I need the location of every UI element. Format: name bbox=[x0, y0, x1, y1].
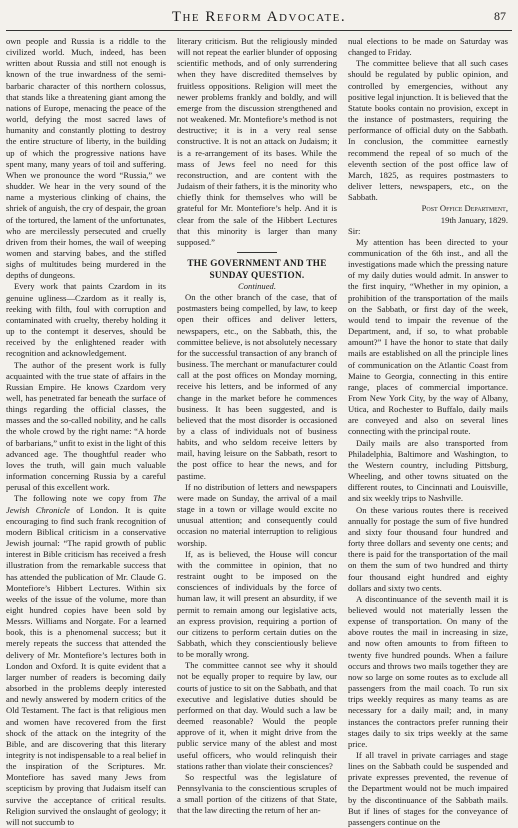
paragraph: literary criticism. But the religiously minded will not repeat the earlier blunder of opposing scientific methods, and of only surrendering when they have discredited themselves by fruitless oppositions. Religion will meet the newer problems frankly and boldly, and will emerge from the discussion strengthened and not weakened. Mr. Montefiore’s method is not destructive; it is in a very real sense constructive. It is not an attack on Judaism; it is a re-arrangement of its bases. While the mass of Jews feel no need for this reconstruction, and are content with the Judaism of their fathers, it is the minority who chiefly think for themselves who will be grateful for Mr. Montefiore’s help. And it is clear from the sale of the Hibbert Lectures that this minority is larger than many supposed.” bbox=[177, 36, 337, 247]
source-title: The Jewish Chronicle bbox=[6, 493, 166, 515]
paragraph: own people and Russia is a riddle to the civilized world. Much, indeed, has been written about Russia and still not enough is known of the true inwardness of the semi-barbaric character of this northern colossus, that stands like a threatening giant among the nations of Europe, menacing the peace of the world, defying the most sacred laws of humanity and constantly plotting to destroy the entire structure of liberty, in the building up of which the progressive nations have spent many, many years of toil and suffering. When we pronounce the word “Russia,” we shudder. We hear in the very sound of the name a mysterious clinking of chains, the shriek of anguish, the cry of despair, the groan of the tortured, the lament of the unfortunates, who are mercilessly persecuted and cruelly driven from their homes, the wail of weeping women and starving babes, and the stifled sighs of multitudes being murdered in the depths of dungeons. bbox=[6, 36, 166, 281]
continued-label: Continued. bbox=[238, 280, 276, 291]
paragraph: On the other branch of the case, that of postmasters being compelled, by law, to keep open their offices and deliver letters, newspapers, etc., on the Sabbath, this, the committee believe, is not absolutely necessary for the successful transaction of any branch of business. The merchant or manufacturer could call at the post offices on Monday morning, receive his letters, and be informed of any change in the market before he commences business. It has been suggested, and is believed that the most disorder is occasioned by a class of individuals not of business habits, and who seldom receive letters by mail, having leisure on the Sabbath, resort to the post office to hear the news, and for pastime. bbox=[177, 292, 337, 481]
divider bbox=[237, 252, 277, 253]
paragraph: Every work that paints Czardom in its genuine ugliness—Czardom as it really is, reeking with filth, foul with corruption and contaminated with cruelty, thereby holding it up to the contempt it deserves, should be received by the enlightened reader with recognition and acknowledgement. bbox=[6, 281, 166, 359]
column-3 bbox=[348, 36, 508, 827]
page-number: 87 bbox=[494, 9, 506, 23]
paragraph: A discontinuance of the seventh mail it is believed would not materially lessen the expense of transportation. On many of the above routes the mail in increasing in size, and now often amounts to from fifteen to twenty five hundred pounds. When a failure occurs and throws two mails together they are now so large on some routes as to exclude all passengers from the mail coach. To run six trips weekly requires as many teams as are necessary for a daily mail; and, in many instances the contractors prefer running their stages daily to six trips weekly at the same price. bbox=[348, 593, 508, 749]
paragraph: On these various routes there is received annually for postage the sum of five hundred and sixty four thousand four hundred and forty three dollars and seventy one cents; and there is paid for the transportation of the mail on them the sum of two hundred and thirty four thousand eight hundred and eighty dollars and sixty two cents. bbox=[348, 504, 508, 593]
paragraph: Daily mails are also transported from Philadelphia, Baltimore and Washington, to the Western country, including Pittsburg, Wheeling, and other towns situated on the different routes, to Cincinnati and Louisville, and six weekly trips to Nashville. bbox=[348, 437, 508, 504]
text-span: The following note we copy from bbox=[14, 493, 154, 504]
paragraph: The author of the present work is fully acquainted with the true state of affairs in the Russian Empire. He knows Czardom very well, has penetrated far beneath the surface of things regarding the official classes, the masses and the so-called nobility, and he calls the whole crowd by the right name: “A horde of barbarians,” unfit to exist in the light of this advanced age. The thoughtful reader who loves the truth, will gain much valuable information concerning Russia by a careful perusal of this excellent work. bbox=[6, 359, 166, 493]
paragraph: My attention has been directed to your communication of the 6th inst., and all the investigations made which the pressing nature of my daily duties would admit. In answer to the first inquiry, “Whether in my opinion, a prohibition of the transportation of the mails on the Sabbath, or first day of the week, would tend to impair the revenue of the Department, and, if so, to what probable amount?” I have the honor to state that daily mails are established on all the principle lines of communication on the Atlantic Coast from Maine to Georgia, connecting in this entire range, places of commercial importance. From New York City, by the way of Albany, Utica, and Rochester to Buffalo, daily mails are conveyed and also on several lines connecting with the principal route. bbox=[348, 236, 508, 437]
text-span: of London. It is quite encouraging to find such frank recognition of modern Biblical criticism in a conservative Jewish journal: “The rapid growth of public interest in Bible criticism has received a fresh illustration from the remarkable success that has attended the publication of Mr. Claude G. Montefiore’s Hibbert Lectures. Within six weeks of the issue of the volume, more than eight hundred copies have been sold by Messrs. Williams and Norgate. For a learned book, this is a phenomenal success; but it merely repeats the success that attended the delivery of Mr. Montefiore’s lectures both in London and Oxford. It is quite evident that a larger number of readers is becoming daily absorbed in the problems deeply interested and newly answered by modern critics of the Old Testament. The fact is that religious men and women have recovered from the first shock of the attack on the integrity of the Bible, and are discovering that this literary integrity is not indispensable to a real belief in the inspiration of the Scriptures. Mr. Montefiore has saved many Jews from scepticism by proving that Judaism itself can survive the acceptance of critical results. Religion survived the onslaught of geology; it will not succumb to bbox=[6, 504, 167, 827]
paragraph: The committee believe that all such cases should be regulated by public opinion, and controlled by emergencies, without any positive legal injunction. It is believed that the Statute books contain no provision, except in the instance of postmasters, requiring the performance of official duty on the Sabbath. In conclusion, the committee earnestly recommend the repeal of so much of the eleventh section of the post office law of March, 1825, as requires postmasters to deliver letters, newspapers, etc., on the Sabbath. bbox=[348, 58, 508, 203]
paragraph: The committee cannot see why it should not be equally proper to require by law, our courts of justice to sit on the Sabbath, and that executive and legislative duties should be performed on that day. Would such a law be deemed reasonable? Would the people approve of it, when it might drive from the public service many of the ablest and most useful officers, who would relinquish their stations rather than violate their consciences? bbox=[177, 660, 337, 771]
column-1 bbox=[6, 36, 167, 827]
column-2 bbox=[177, 36, 337, 816]
letter-heading: Post Office Department, bbox=[421, 203, 508, 214]
salutation: Sir: bbox=[348, 225, 361, 236]
paragraph bbox=[6, 493, 166, 828]
publication-title: The Reform Advocate. bbox=[171, 9, 347, 25]
section-heading: THE GOVERNMENT AND THE SUNDAY QUESTION. bbox=[187, 257, 327, 280]
masthead bbox=[0, 6, 518, 28]
paragraph: If all travel in private carriages and stage lines on the Sabbath could be suspended and private expresses prevented, the revenue of the Department would not be much impaired by the discontinuance of the Sabbath mails. But if lines of stages for the conveyance of passengers continue on the bbox=[348, 750, 508, 827]
header-rule bbox=[6, 30, 512, 31]
paragraph: nual elections to be made on Saturday was changed to Friday. bbox=[348, 36, 508, 58]
letter-date: 19th January, 1829. bbox=[440, 214, 508, 225]
paragraph: If no distribution of letters and newspapers were made on Sunday, the arrival of a mail stage in a town or village would excite no unusual attention; and consequently could occasion no material interruption to religious worship. bbox=[177, 481, 337, 548]
paragraph: So respectful was the legislature of Pennsylvania to the conscientious scruples of a small portion of the citizens of that State, that the law directing the return of her an- bbox=[177, 771, 337, 816]
paragraph: If, as is believed, the House will concur with the committee in opinion, that no restraint ought to be imposed on the consciences of individuals by the force of human law, it will present an absurdity, if we permit to remain among our legislative acts, an express provision, requiring a portion of our citizens to perform certain duties on the Sabbath, which they conscientiously believe to be morally wrong. bbox=[177, 548, 337, 660]
